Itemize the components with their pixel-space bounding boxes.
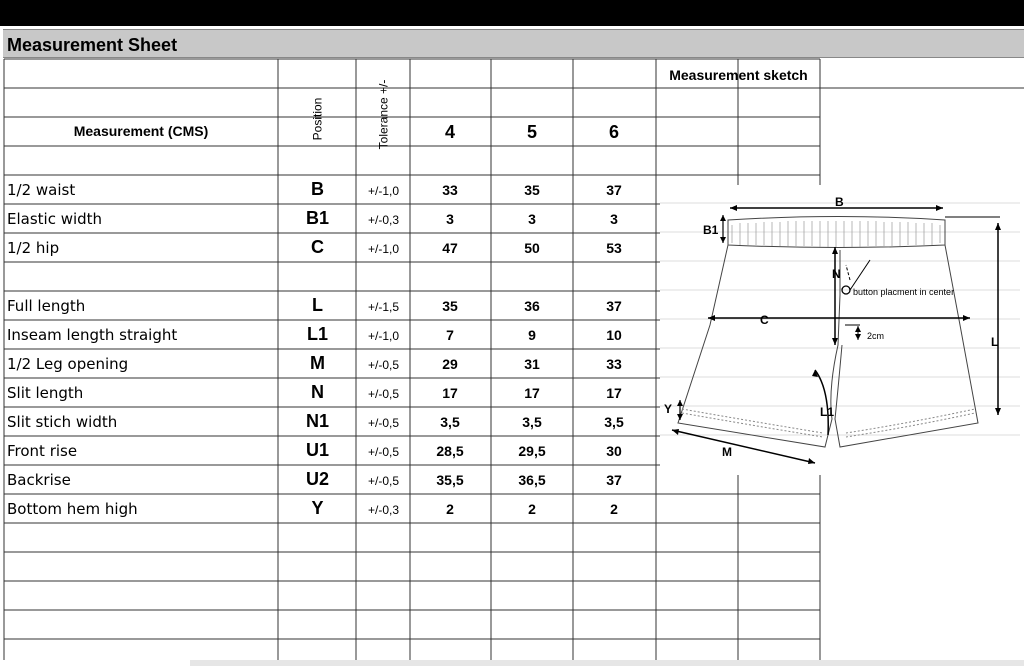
row-value-size-4: 33 xyxy=(442,182,458,198)
size-header-4: 4 xyxy=(444,122,455,142)
row-value-size-5: 31 xyxy=(524,356,540,372)
position-header: Position xyxy=(310,97,325,141)
row-value-size-5: 35 xyxy=(524,182,540,198)
bottom-strip xyxy=(190,660,1024,666)
row-value-size-6: 53 xyxy=(606,240,622,256)
shorts-sketch xyxy=(660,185,1020,475)
row-value-size-5: 36 xyxy=(524,298,540,314)
row-measurement-name: Bottom hem high xyxy=(7,500,138,518)
row-tolerance: +/-0,5 xyxy=(367,445,400,459)
row-tolerance: +/-1,0 xyxy=(367,184,400,198)
sketch-label-c: C xyxy=(760,313,769,327)
row-position: N1 xyxy=(305,411,329,431)
row-position: U1 xyxy=(305,440,329,460)
row-value-size-6: 3,5 xyxy=(604,414,624,430)
row-value-size-5: 9 xyxy=(528,327,536,343)
sketch-slit-note: 2cm xyxy=(867,331,885,341)
row-value-size-5: 3 xyxy=(528,211,536,227)
row-value-size-6: 17 xyxy=(606,385,622,401)
row-measurement-name: Slit stich width xyxy=(7,413,118,431)
row-tolerance: +/-0,3 xyxy=(367,503,400,517)
row-measurement-name: 1/2 Leg opening xyxy=(7,355,129,373)
row-value-size-4: 3 xyxy=(446,211,454,227)
row-value-size-5: 3,5 xyxy=(522,414,542,430)
sketch-button-note: button placment in center xyxy=(853,287,955,297)
row-value-size-4: 3,5 xyxy=(440,414,460,430)
row-value-size-4: 2 xyxy=(446,501,454,517)
sketch-label-y: Y xyxy=(664,402,673,416)
sheet-title: Measurement Sheet xyxy=(7,35,178,55)
row-value-size-4: 17 xyxy=(442,385,458,401)
row-position: B1 xyxy=(305,208,329,228)
row-value-size-6: 33 xyxy=(606,356,622,372)
row-value-size-5: 17 xyxy=(524,385,540,401)
row-measurement-name: Slit length xyxy=(7,384,84,402)
row-measurement-name: Inseam length straight xyxy=(7,326,178,344)
row-position: L xyxy=(312,295,323,315)
row-measurement-name: Full length xyxy=(7,297,86,315)
row-value-size-4: 28,5 xyxy=(436,443,464,459)
row-value-size-5: 50 xyxy=(524,240,540,256)
row-position: C xyxy=(311,237,324,257)
row-measurement-name: Elastic width xyxy=(7,210,103,228)
row-tolerance: +/-1,0 xyxy=(367,329,400,343)
sketch-label-l: L xyxy=(991,335,999,349)
row-value-size-4: 35 xyxy=(442,298,458,314)
row-tolerance: +/-0,5 xyxy=(367,416,400,430)
measurement-header: Measurement (CMS) xyxy=(73,123,209,139)
row-measurement-name: 1/2 waist xyxy=(7,181,76,199)
sketch-label-m: M xyxy=(722,445,732,459)
row-value-size-4: 35,5 xyxy=(436,472,464,488)
row-value-size-6: 10 xyxy=(606,327,622,343)
row-measurement-name: Front rise xyxy=(7,442,78,460)
sketch-label-n: N xyxy=(832,267,841,281)
row-value-size-6: 37 xyxy=(606,182,622,198)
row-value-size-4: 29 xyxy=(442,356,458,372)
row-tolerance: +/-0,5 xyxy=(367,387,400,401)
size-header-6: 6 xyxy=(608,122,619,142)
sketch-label-b: B xyxy=(835,195,844,209)
row-position: N xyxy=(311,382,324,402)
sketch-label-b1: B1 xyxy=(703,223,719,237)
sketch-header: Measurement sketch xyxy=(669,67,808,83)
row-value-size-5: 2 xyxy=(528,501,536,517)
row-value-size-4: 47 xyxy=(442,240,458,256)
row-position: U2 xyxy=(305,469,329,489)
row-tolerance: +/-0,5 xyxy=(367,474,400,488)
row-measurement-name: 1/2 hip xyxy=(7,239,60,257)
row-tolerance: +/-0,5 xyxy=(367,358,400,372)
row-measurement-name: Backrise xyxy=(7,471,71,489)
row-tolerance: +/-0,3 xyxy=(367,213,400,227)
row-position: M xyxy=(310,353,325,373)
row-value-size-6: 30 xyxy=(606,443,622,459)
size-header-5: 5 xyxy=(526,122,537,142)
row-value-size-4: 7 xyxy=(446,327,454,343)
row-value-size-5: 29,5 xyxy=(518,443,546,459)
row-value-size-6: 37 xyxy=(606,472,622,488)
tolerance-header: Tolerance +/- xyxy=(376,79,391,150)
row-tolerance: +/-1,5 xyxy=(367,300,400,314)
row-position: L1 xyxy=(306,324,328,344)
row-tolerance: +/-1,0 xyxy=(367,242,400,256)
row-value-size-6: 2 xyxy=(610,501,618,517)
row-value-size-6: 3 xyxy=(610,211,618,227)
row-value-size-6: 37 xyxy=(606,298,622,314)
row-value-size-5: 36,5 xyxy=(518,472,546,488)
row-position: Y xyxy=(311,498,324,518)
row-position: B xyxy=(311,179,324,199)
sketch-label-l1: L1 xyxy=(820,405,835,419)
